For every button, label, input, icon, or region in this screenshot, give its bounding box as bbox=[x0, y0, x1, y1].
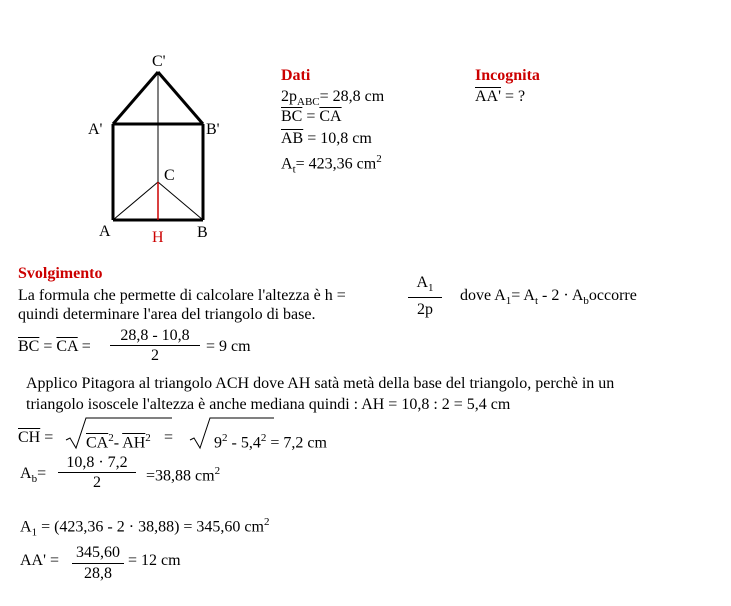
dati-ca: $\overline{CA}$ bbox=[319, 108, 342, 125]
ab-result: =38,88 $cm^2$ bbox=[146, 465, 221, 485]
bc-result: = 9 cm bbox=[206, 338, 251, 355]
dati-line-equal-sides bbox=[281, 108, 342, 126]
dati-area-sub: t bbox=[292, 163, 296, 176]
bc-fraction-num: 28,8 - 10,8 bbox=[120, 327, 190, 344]
label-b: B bbox=[197, 224, 208, 241]
bc-fraction-den: 2 bbox=[151, 347, 159, 364]
height-fraction-line bbox=[408, 297, 442, 298]
ch-lhs: $\overline{CH}$ = bbox=[18, 429, 54, 446]
formula-where-text: dove $A_1= A_t - 2$ · $A_boccorre$ bbox=[460, 287, 637, 308]
edge-ac bbox=[113, 182, 158, 220]
dati-perimeter-sub: ABC bbox=[297, 96, 320, 109]
prism-figure bbox=[0, 0, 240, 250]
pitagora-text-2: triangolo isoscele l'altezza è anche mediana quindi : AH = 10,8 : 2 = 5,4 cm bbox=[26, 396, 511, 413]
aa-fraction-num: 345,60 bbox=[76, 544, 120, 561]
aa-result: = 12 cm bbox=[128, 552, 181, 569]
label-b-prime: B' bbox=[206, 121, 220, 138]
dati-ab-value: = 10,8 cm bbox=[303, 130, 372, 147]
dati-eq: = bbox=[302, 108, 320, 125]
label-c-prime: C' bbox=[152, 53, 166, 70]
dati-area-symbol: A bbox=[281, 155, 293, 173]
edge-bc bbox=[158, 182, 203, 220]
height-fraction-den: 2p bbox=[417, 301, 433, 318]
dati-perimeter-symbol: 2p bbox=[281, 88, 297, 105]
label-h: H bbox=[152, 229, 164, 246]
ab-fraction-line bbox=[58, 472, 136, 473]
dati-ab: $\overline{AB}$ bbox=[281, 130, 304, 147]
pitagora-text-1: Applico Pitagora al triangolo ACH dove AH satà metà della base del triangolo, perchè in un bbox=[26, 375, 615, 392]
dati-line-base bbox=[281, 130, 372, 148]
height-fraction-num: $A_1$ bbox=[416, 274, 434, 295]
bc-equation-lhs: $\overline{BC} = \overline{CA}$ = bbox=[18, 338, 91, 355]
a1-equation: $A_1 = (423,36 - 2 \cdot 38,88) = 345,60$ $cm^2$ bbox=[20, 516, 270, 539]
aa-fraction-den: 28,8 bbox=[84, 565, 112, 582]
dati-title: Dati bbox=[281, 67, 311, 84]
dati-area-sup: 2 bbox=[376, 153, 382, 165]
ab-lhs: $A_b=$ bbox=[20, 465, 47, 486]
label-a-prime: A' bbox=[88, 121, 103, 138]
svolgimento-title: Svolgimento bbox=[18, 265, 103, 282]
incognita-title: Incognita bbox=[475, 67, 540, 84]
aa-fraction-line bbox=[72, 563, 124, 564]
label-a: A bbox=[99, 223, 111, 240]
incognita-rest: = ? bbox=[501, 88, 526, 105]
formula-continue-text: quindi determinare l'area del triangolo di base. bbox=[18, 306, 316, 323]
incognita-aa: AA' bbox=[475, 88, 501, 105]
ab-fraction-den: 2 bbox=[93, 474, 101, 491]
edge-a-prime-c-prime bbox=[113, 72, 158, 124]
dati-bc: $\overline{BC}$ bbox=[281, 108, 303, 125]
aa-lhs: AA' = bbox=[20, 552, 60, 569]
dati-perimeter-value: = 28,8 cm bbox=[319, 88, 385, 105]
ab-fraction-num: 10,8 · 7,2 bbox=[66, 454, 128, 471]
bc-fraction-line bbox=[110, 345, 200, 346]
ch-radicand-2: $9^2 - 5,4^2 = 7,2$ cm bbox=[214, 432, 327, 452]
ch-eq2: = bbox=[164, 429, 174, 446]
label-c: C bbox=[164, 167, 175, 184]
incognita-line bbox=[475, 88, 525, 106]
dati-line-total-area bbox=[281, 150, 382, 179]
edge-b-prime-c-prime bbox=[158, 72, 203, 124]
ch-radicand-1: $\overline{CA}^2-$ $\overline{AH}^2$ bbox=[86, 432, 151, 452]
dati-area-value: = 423,36 cm bbox=[295, 155, 377, 173]
formula-intro-text: La formula che permette di calcolare l'altezza è h = bbox=[18, 287, 346, 304]
